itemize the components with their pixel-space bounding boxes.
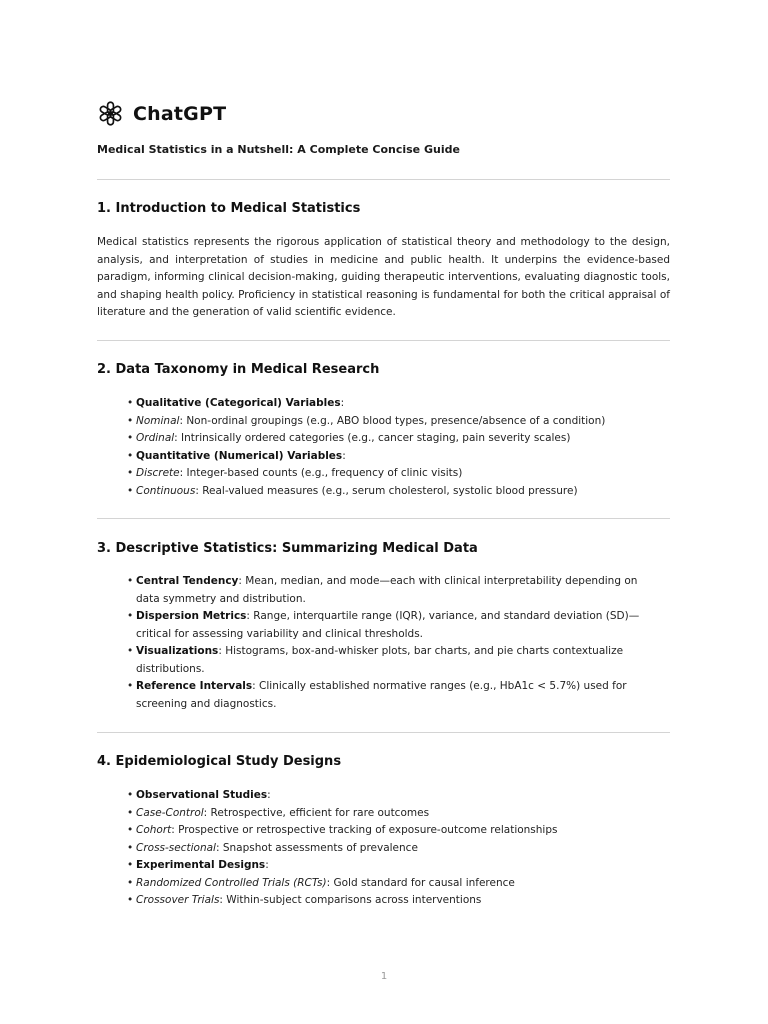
- brand-logo: [97, 100, 226, 127]
- divider: [97, 732, 670, 733]
- divider: [97, 179, 670, 180]
- list-item: • Cross-sectional: Snapshot assessments of prevalence: [127, 840, 657, 858]
- page-number: 1: [380, 971, 388, 982]
- section-paragraph: Medical statistics represents the rigorous application of statistical theory and methodology to the design, analysis, and interpretation of studies in medicine and public health. It underpins the evidence-based paradigm, informing clinical decision-making, guiding therapeutic interventions, evaluating diagnostic tools, and shaping health policy. Proficiency in statistical reasoning is fundamental for both the critical appraisal of literature and the generation of valid scientific evidence.: [97, 236, 670, 319]
- divider: [97, 518, 670, 519]
- list-item: • Randomized Controlled Trials (RCTs): Gold standard for causal inference: [127, 875, 657, 893]
- list-item: • Case-Control: Retrospective, efficient for rare outcomes: [127, 805, 657, 823]
- list-item: • Crossover Trials: Within-subject comparisons across interventions: [127, 892, 657, 910]
- brand-name: ChatGPT: [133, 102, 227, 125]
- openai-logo-icon: [97, 100, 124, 127]
- section-heading: 3. Descriptive Statistics: Summarizing Medical Data: [97, 541, 478, 556]
- list-item: • Discrete: Integer-based counts (e.g., frequency of clinic visits): [127, 465, 657, 483]
- bullet-list: [127, 573, 657, 713]
- list-item: • Observational Studies:: [127, 787, 657, 805]
- list-item: • Visualizations: Histograms, box-and-whisker plots, bar charts, and pie charts contextualize distributions.: [127, 643, 657, 678]
- section-heading: 4. Epidemiological Study Designs: [97, 754, 342, 769]
- list-item: • Continuous: Real-valued measures (e.g., serum cholesterol, systolic blood pressure): [127, 483, 657, 501]
- section-heading: 1. Introduction to Medical Statistics: [97, 201, 361, 216]
- list-item: • Nominal: Non-ordinal groupings (e.g., ABO blood types, presence/absence of a condition): [127, 413, 657, 431]
- divider: [97, 340, 670, 341]
- list-item: • Quantitative (Numerical) Variables:: [127, 448, 657, 466]
- list-item: • Cohort: Prospective or retrospective tracking of exposure-outcome relationships: [127, 822, 657, 840]
- list-item: • Dispersion Metrics: Range, interquartile range (IQR), variance, and standard deviation (SD)—critical for assessing variability and clinical thresholds.: [127, 608, 657, 643]
- document-title: Medical Statistics in a Nutshell: A Complete Concise Guide: [97, 143, 460, 156]
- list-item: • Central Tendency: Mean, median, and mode—each with clinical interpretability depending on data symmetry and distribution.: [127, 573, 657, 608]
- bullet-list: [127, 395, 657, 500]
- section-heading: 2. Data Taxonomy in Medical Research: [97, 362, 380, 377]
- list-item: • Reference Intervals: Clinically established normative ranges (e.g., HbA1c < 5.7%) used for screening and diagnostics.: [127, 678, 657, 713]
- list-item: • Ordinal: Intrinsically ordered categories (e.g., cancer staging, pain severity scales): [127, 430, 657, 448]
- list-item: • Experimental Designs:: [127, 857, 657, 875]
- bullet-list: [127, 787, 657, 910]
- list-item: • Qualitative (Categorical) Variables:: [127, 395, 657, 413]
